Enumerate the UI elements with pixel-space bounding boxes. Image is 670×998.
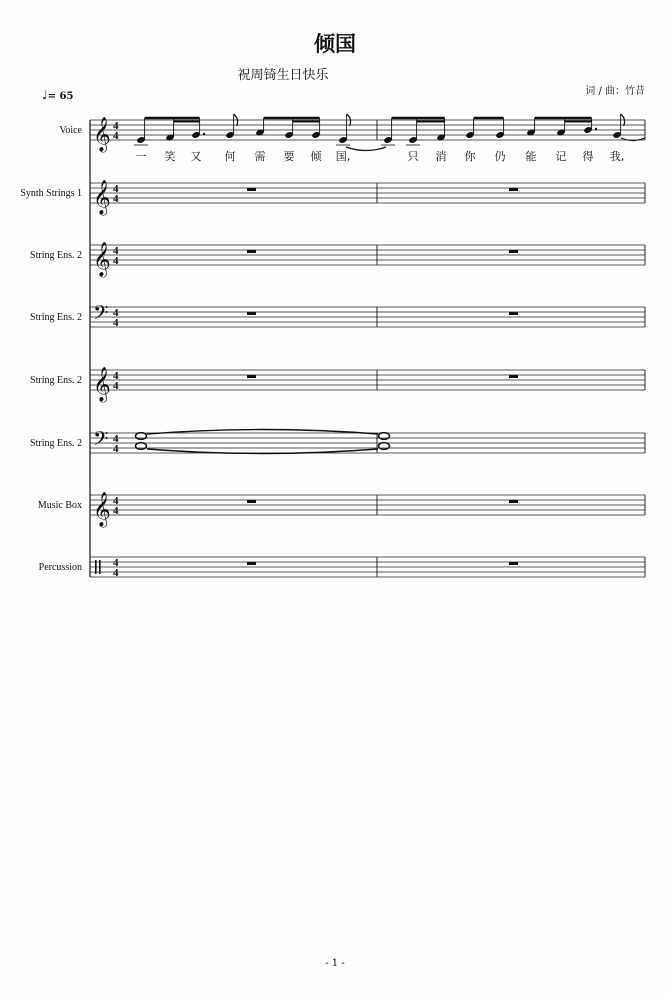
time-signature-bottom: 4 <box>113 567 119 579</box>
time-signature-top: 4 <box>113 245 119 257</box>
whole-note <box>136 443 147 450</box>
whole-rest <box>247 562 256 565</box>
time-signature-bottom: 4 <box>113 317 119 329</box>
staff <box>30 367 645 403</box>
lyric-syllable: 记 <box>555 150 567 163</box>
staff <box>39 557 645 579</box>
lyric-syllable: 需 <box>254 150 266 163</box>
staff <box>30 301 645 329</box>
time-signature-bottom: 4 <box>113 193 119 205</box>
instrument-name: String Ens. 2 <box>30 250 82 261</box>
time-signature-top: 4 <box>113 370 119 382</box>
lyric-syllable: 笑 <box>164 150 176 163</box>
lyric-syllable: 何 <box>224 150 236 163</box>
time-signature-bottom: 4 <box>113 505 119 517</box>
bass-clef-icon: 𝄢 <box>93 427 109 455</box>
lyric-syllable: 仍 <box>494 150 506 163</box>
lyric-syllable: 能 <box>525 150 537 163</box>
quarter-note-icon: ♩ <box>42 88 48 102</box>
page-number: - 1 - <box>325 958 345 969</box>
instrument-name: String Ens. 2 <box>30 438 82 449</box>
bass-clef-icon: 𝄢 <box>93 301 109 329</box>
whole-rest <box>247 312 256 315</box>
time-signature-top: 4 <box>113 120 119 132</box>
instrument-name: Synth Strings 1 <box>20 188 82 199</box>
whole-rest <box>247 500 256 503</box>
song-subtitle: 祝周锜生日快乐 <box>237 68 329 83</box>
treble-clef-icon: 𝄞 <box>93 180 111 215</box>
whole-rest <box>509 375 518 378</box>
time-signature-top: 4 <box>113 307 119 319</box>
composer-credits: 词 / 曲：竹昔 <box>585 86 645 97</box>
lyric-syllable: 只 <box>407 150 419 163</box>
lyric-syllable: 一 <box>135 150 147 163</box>
percussion-clef-icon <box>95 560 97 574</box>
whole-rest <box>509 250 518 253</box>
instrument-name: Music Box <box>37 500 82 511</box>
whole-rest <box>247 375 256 378</box>
whole-rest <box>509 562 518 565</box>
whole-rest <box>509 188 518 191</box>
instrument-name: Voice <box>59 125 82 136</box>
percussion-clef-icon <box>99 560 101 574</box>
treble-clef-icon: 𝄞 <box>93 242 111 277</box>
lyric-syllable: 倾 <box>310 150 322 163</box>
time-signature-bottom: 4 <box>113 443 119 455</box>
treble-clef-icon: 𝄞 <box>93 117 111 152</box>
whole-rest <box>247 188 256 191</box>
lyric-syllable: 消 <box>435 150 447 163</box>
lyric-syllable: 又 <box>190 150 202 163</box>
time-signature-bottom: 4 <box>113 380 119 392</box>
whole-note <box>136 433 147 440</box>
lyric-syllable: 我, <box>609 150 625 163</box>
lyric-syllable: 要 <box>283 150 295 163</box>
whole-rest <box>509 312 518 315</box>
instrument-name: Percussion <box>38 562 82 573</box>
whole-rest <box>509 500 518 503</box>
lyric-syllable: 得 <box>582 150 594 163</box>
augmentation-dot <box>595 128 597 130</box>
staff <box>20 180 645 216</box>
time-signature-top: 4 <box>113 183 119 195</box>
whole-note <box>379 433 390 440</box>
time-signature-top: 4 <box>113 557 119 569</box>
treble-clef-icon: 𝄞 <box>93 367 111 402</box>
time-signature-top: 4 <box>113 433 119 445</box>
instrument-name: String Ens. 2 <box>30 375 82 386</box>
staff <box>59 117 645 153</box>
staff <box>38 492 645 528</box>
augmentation-dot <box>203 133 205 135</box>
lyric-syllable: 国, <box>335 150 351 163</box>
time-signature-bottom: 4 <box>113 130 119 142</box>
time-signature-top: 4 <box>113 495 119 507</box>
song-title: 倾国 <box>314 32 356 56</box>
tempo-value: = 65 <box>47 91 74 102</box>
staff <box>30 242 645 278</box>
treble-clef-icon: 𝄞 <box>93 492 111 527</box>
whole-rest <box>247 250 256 253</box>
tie <box>346 147 386 151</box>
lyric-syllable: 你 <box>464 150 476 163</box>
instrument-name: String Ens. 2 <box>30 312 82 323</box>
time-signature-bottom: 4 <box>113 255 119 267</box>
voice-melody <box>134 114 645 163</box>
whole-note <box>379 443 390 450</box>
